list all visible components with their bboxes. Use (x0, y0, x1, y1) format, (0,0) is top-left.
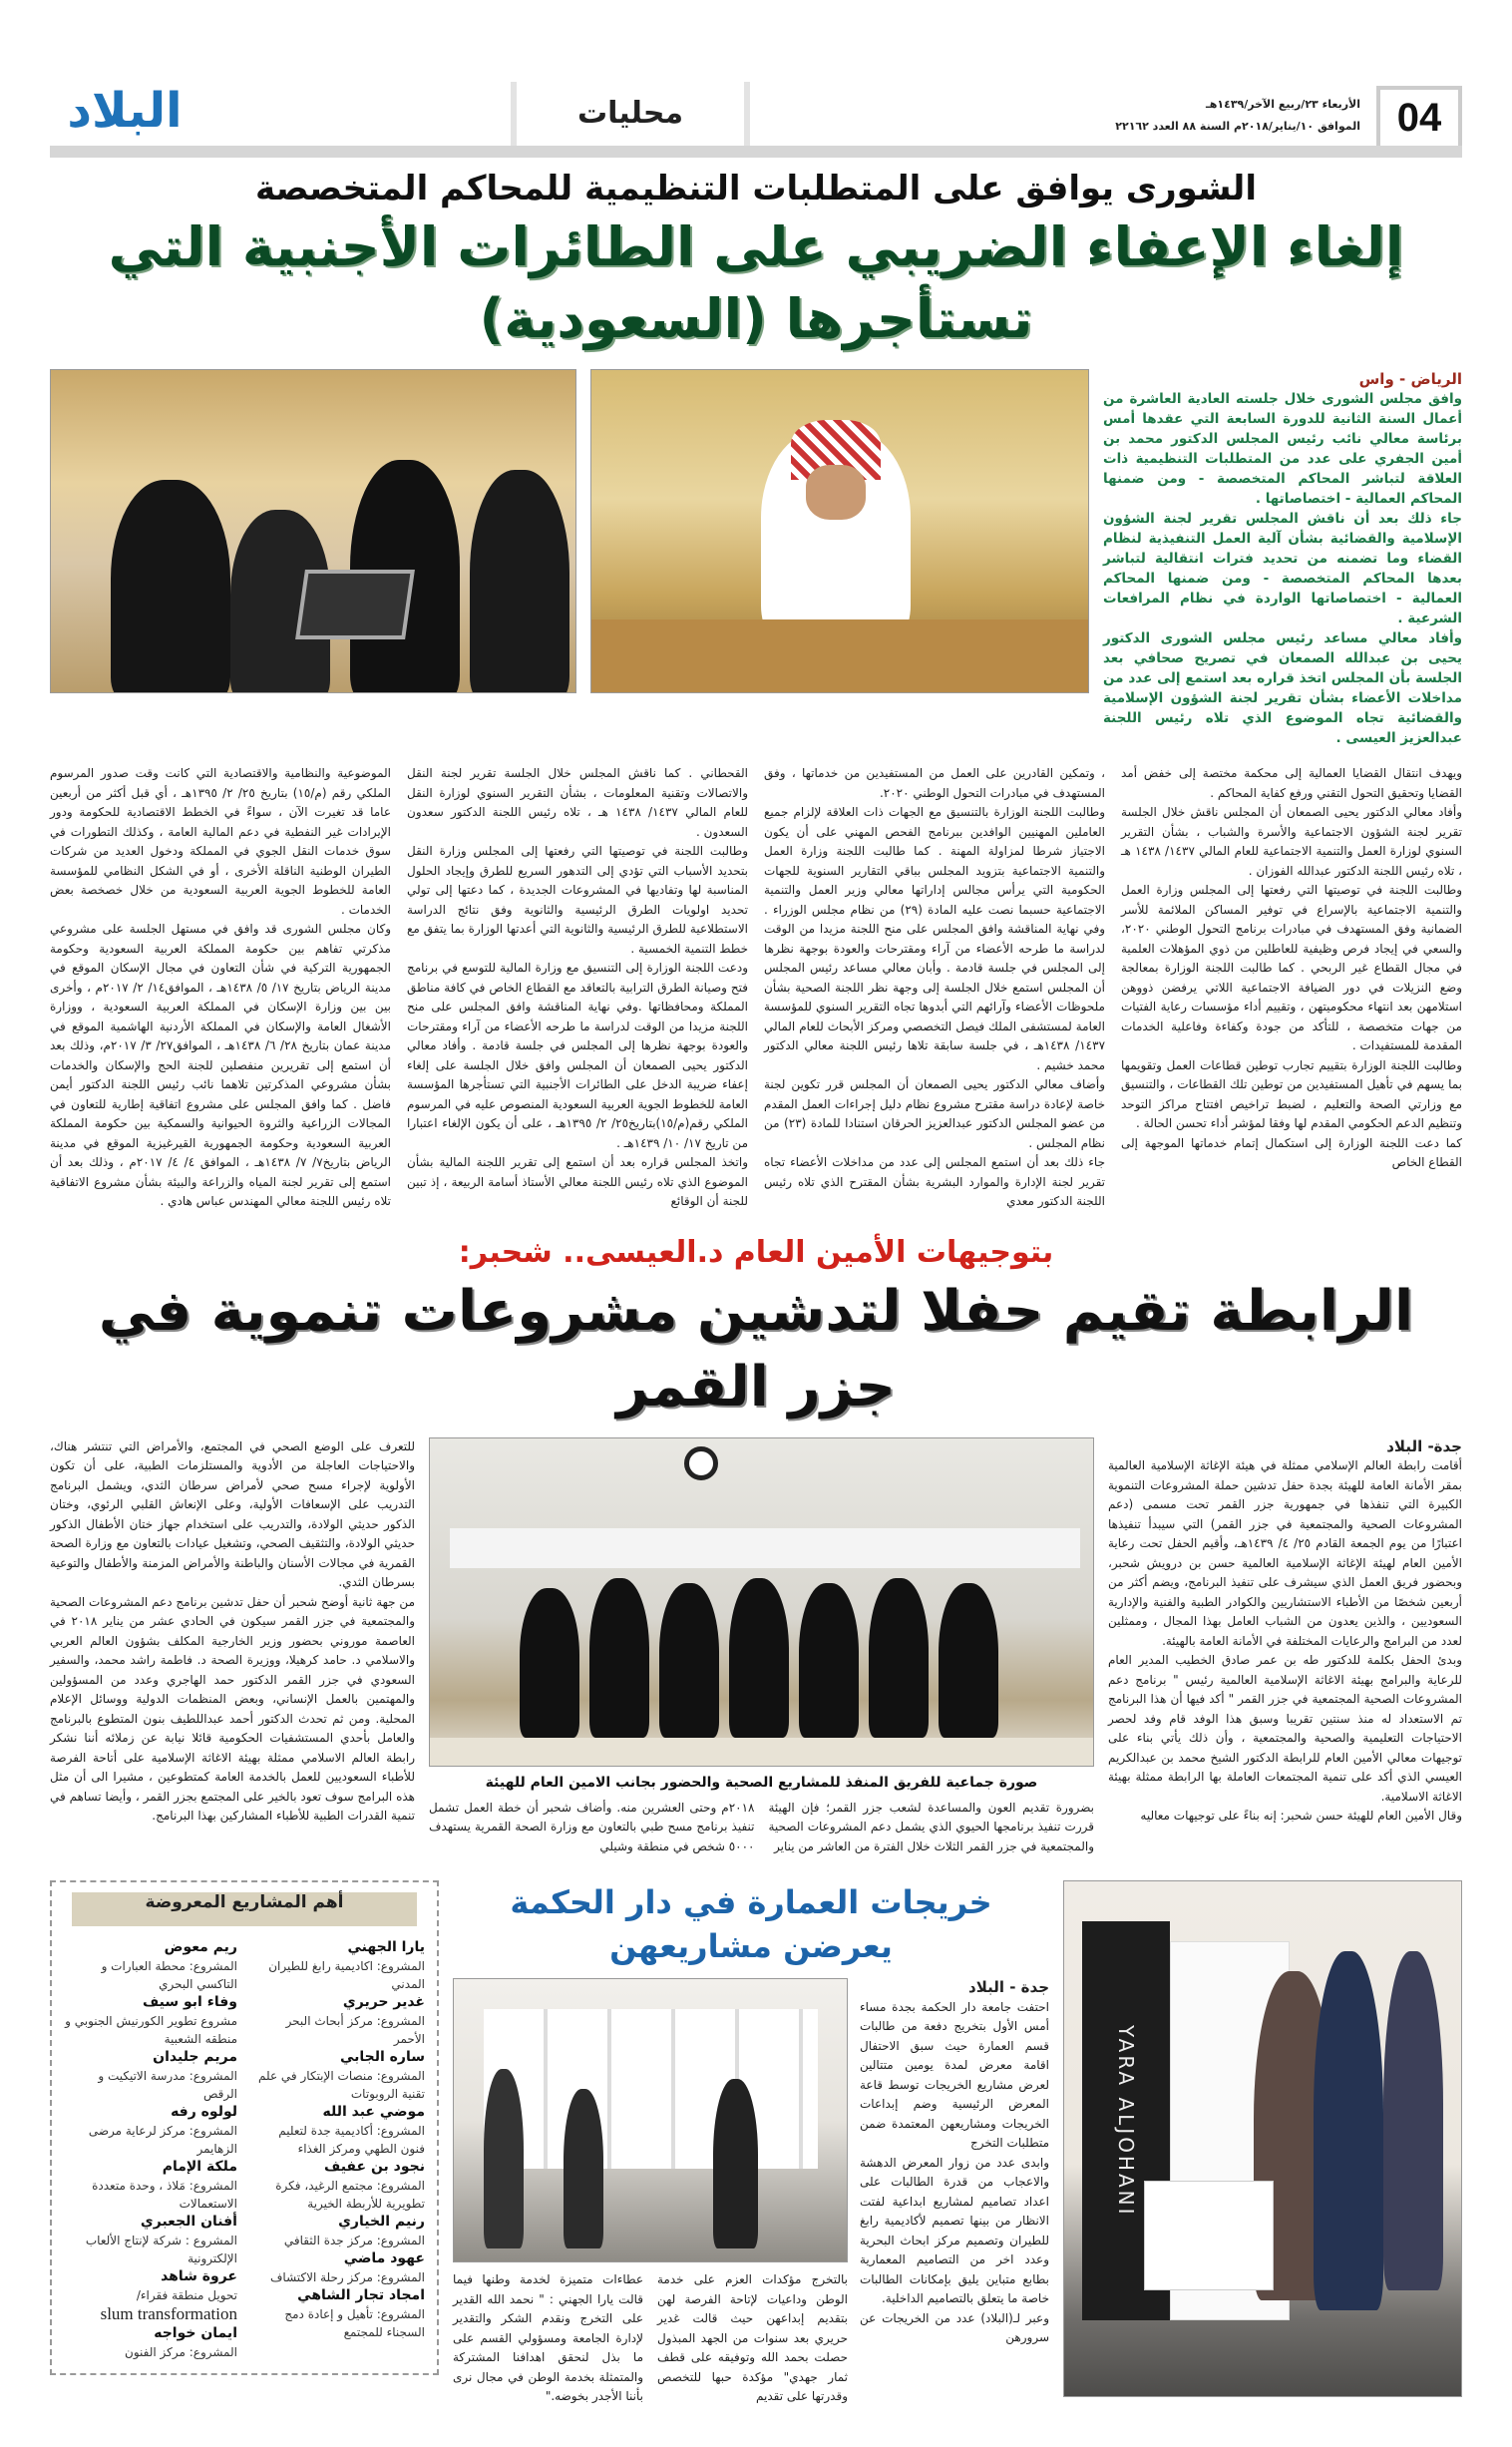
paragraph: القحطاني . كما ناقش المجلس خلال الجلسة تقرير لجنة النقل والاتصالات وتقنية المعلومات ، بشأن التقرير السنوي لوزارة النقل للعام المالي ١٤٣٧/ ١٤٣٨ هـ ، تلاه رئيس اللجنة الدكتور سعدون السعدون . (407, 766, 749, 839)
student-name: عروة شاهد (161, 2268, 237, 2284)
paragraph: وطالبت اللجنة في توصيتها التي رفعتها إلى المجلس وزارة العمل والتنمية الاجتماعية بالإسراع في توفير المساكن الملائمة للأسر الضمانية وفق المستهدف في مبادرات برنامج التحول الوطني ٢٠٢٠، والسعي في إيجاد فرص وظيفية للعاطلين من ذوي المؤهلات العلمية في مجال القطاع غير الربحي . كما طالبت اللجنة الوزارة بمعالجة وضع النزيلات في دور الضيافة الاجتماعية اللاتي يرفضن ذووهن استلامهن بعد انتهاء محكوميتهن ، وتقييم أداء مؤسسات رعاية الفتيات من جهات متخصصة ، للتأكد من جودة وكفاءة وفاعلية الخدمات المقدمة للمستفيدات . (1121, 883, 1462, 1052)
project-item (64, 1938, 237, 1993)
student-name: امجاد تجار الشاهي (297, 2287, 425, 2303)
project-name: المشروع: مركز لرعاية مرضى الزهايمر (88, 2124, 237, 2156)
project-item (64, 2158, 237, 2213)
article2-column-mid-left: ٢٠١٨م وحتى العشرين منه. وأضاف شحبر أن خطة العمل تشمل تنفيذ برنامج مسح طبي بالتعاون مع وزارة الصحة القمرية يستهدف ٥٠٠٠ شخص في منطقة وشيلي (429, 1800, 755, 1853)
paragraph: احتفت جامعة دار الحكمة بجدة مساء أمس الأول بتخريج دفعة من طالبات قسم العمارة حيث سبق الاحتفال اقامة معرض لمدة يومين متتالين لعرض مشاريع الخريجات توسط قاعة المعرض الرئيسية وضم إبداعات الخريجات ومشاريعهن المعتمدة ضمن متطلبات التخرج (860, 1999, 1049, 2150)
paragraph: وابدى عدد من زوار المعرض الدهشة والاعجاب من قدرة الطالبات على اعداد تصاميم لمشاريع ابداعية لفتت الانظار من بينها تصميم لأكاديمية رابغ للطيران وتصميم مركز ابحاث البحرية وعدد اخر من التصاميم المعمارية بطابع متباين يليق بإمكانات الطالبات خاصة ما يتعلق بالتصاميم الداخلية. (860, 2155, 1049, 2305)
student-name: غدير حريري (342, 1994, 425, 2010)
article1-dateline: الرياض - واس (1358, 370, 1462, 388)
student-name: عهود ماضي (343, 2250, 425, 2266)
project-name: مشروع تطوير الكورنيش الجنوبي و منطقه الشعبية (65, 2014, 237, 2046)
student-name: وفاء ابو سيف (142, 1994, 237, 2010)
student-name: ساره الجابي (339, 2049, 425, 2065)
article2-kicker: بتوجيهات الأمين العام د.العيسى.. شحبر: (458, 1234, 1054, 1270)
project-item (251, 1993, 425, 2048)
project-item (64, 2324, 237, 2361)
date-hijri: الأربعاء ٢٣/ربيع الآخر/١٤٣٩هـ (1206, 98, 1360, 111)
project-item (251, 2286, 425, 2341)
paragraph: للتعرف على الوضع الصحي في المجتمع، والأمراض التي تنتشر هناك، والاحتياجات العاجلة من الأدوية والمستلزمات الطبية، على أن تكون الأولوية لإجراء مسح صحي لأمراض سرطان الثدي، ويشمل البرنامج التدريب على الإسعافات الأولية، وعلى الإنعاش القلبي الرئوي، وختان الذكور حديثي الولادة، والتدريب على استخدام جهاز ختان الأطفال الذكور حديثي الولادة، والتثقيف الصحي، وتشغيل عيادات بالتعاون مع وزارة الصحة القمرية في مجالات الأسنان والباطنة والأمراض المزمنة والأطفال والتوعية بسرطان الثدي. (50, 1438, 415, 1589)
photo-deputy-chairman (590, 369, 1089, 693)
student-name: أفنان الجعبري (140, 2214, 237, 2230)
issue-dateline (1061, 94, 1360, 146)
student-name: موضي عبد الله (322, 2104, 425, 2120)
article2-headline: الرابطة تقيم حفلا لتدشين مشروعات تنموية في جزر القمر (98, 1278, 1414, 1420)
article3-column-mid: بالتخرج مؤكدات العزم على خدمة الوطن وداعيات لإتاحة الفرصة لهن بتقديم إبداعهن حيث قالت غدير حريري بعد سنوات من الجهد المبذول حصلت بحمد الله وتوفيقه على قطف ثمار جهدي" مؤكدة حبها للتخصص وقدرتها على تقديم (657, 2272, 848, 2403)
lead-paragraph: وافق مجلس الشورى خلال جلسته العادية العاشرة من أعمال السنة الثانية للدورة السابعة التي عقدها أمس برئاسة معالي نائب رئيس المجلس الدكتور محمد بن أمين الجفري على عدد من المتطلبات التنظيمية ذات العلاقة لتباشر المحاكم المتخصصة - ومن ضمنها المحاكم العمالية - اختصاصاتها . (1103, 391, 1462, 507)
article1-headline: إلغاء الإعفاء الضريبي على الطائرات الأجنبية التي تستأجرها (السعودية) (108, 215, 1404, 350)
project-name: المشروع: مركز جدة الثقافي (283, 2234, 425, 2247)
project-name: المشروع: تأهيل و إعادة دمج السجناء للمجتمع (284, 2307, 425, 2339)
paragraph: الموضوعية والنظامية والاقتصادية التي كانت وقت صدور المرسوم الملكي رقم (م/١٥) بتاريخ ٢٥/ ٢/ ١٣٩٥هـ ، أي قبل أكثر من أربعين عاما قد تغيرت الآن ، سواءً في الخطط الاقتصادية للحكومة ودور الإيرادات غير النفطية في دعم المالية العامة ، وكذلك التطورات في سوق خدمات النقل الجوي في المملكة ودخول العديد من شركات الطيران الوطنية الناقلة الأخرى ، أو في الشكل النظامي للمؤسسة العامة للخطوط الجوية العربية السعودية من خلال خصخصة بعض الخدمات . (50, 766, 392, 917)
paragraph: وأفاد معالي الدكتور يحيى الصمعان أن المجلس ناقش خلال الجلسة تقرير لجنة الشؤون الاجتماعية والأسرة والشباب ، بشأن التقرير السنوي لوزارة العمل والتنمية الاجتماعية للعام المالي ١٤٣٧/ ١٤٣٨ هـ ، تلاه رئيس اللجنة الدكتور عبدالله الفوزان . (1121, 805, 1462, 878)
bottom-section (50, 1880, 1462, 2407)
paragraph: وطالبت اللجنة في توصيتها التي رفعتها إلى المجلس وزارة النقل بتحديد الأسباب التي تؤدي إلى التدهور السريع للطرق وإيجاد الحلول المناسبة لها وتفاديها في المشروعات الجديدة ، كما دعتها إلى تولي تحديد اولويات الطرق الرئيسية والثانوية وفق نتائج الدراسة الاستطلاعية للطرق الرئيسية والثانوية التي أعدتها الوزارة بما يتفق مع خطط التنمية الخمسية . (407, 844, 748, 956)
article1-kicker: الشورى يوافق على المتطلبات التنظيمية للمحاكم المتخصصة (255, 169, 1257, 208)
lead-paragraph: وأفاد معالي مساعد رئيس مجلس الشورى الدكتور يحيى بن عبدالله الصمعان في تصريح صحافي بعد الجلسة بأن المجلس اتخذ قراره بعد استمع إلى عدد من مداخلات الأعضاء بشأن تقرير لجنة الشؤون الإسلامية والقضائية تجاه الموضوع الذي تلاه رئيس اللجنة عبدالعزيز العيسى . (1103, 630, 1462, 746)
paragraph: وعبر لـ(البلاد) عدد من الخريجات عن سرورهن (860, 2310, 1049, 2344)
project-name: المشروع: محطة العبارات و التاكسي البحري (101, 1959, 237, 1991)
article1-column-1 (1121, 764, 1462, 1212)
paragraph: وأضاف معالي الدكتور يحيى الصمعان أن المجلس قرر تكوين لجنة خاصة لإعادة دراسة مقترح مشروع نظام دليل إجراءات العمل المقدم من عضو المجلس الدكتور عبدالعزيز الحرقان استنادا للمادة (٢٣) من نظام المجلس . (764, 1077, 1105, 1150)
project-name: المشروع: أكاديمية جدة لتعليم فنون الطهي ومركز الغذاء (278, 2124, 425, 2156)
article1-top (50, 369, 1462, 748)
paragraph: وطالبت اللجنة الوزارة بالتنسيق مع الجهات ذات العلاقة لإلزام جميع العاملين المهنيين الوافدين ببرنامج الفحص المهني على أن يكون الاجتياز شرطا لمزاولة المهنة . كما طالبت اللجنة وزارة العمل والتنمية الاجتماعية بتزويد المجلس بباقي التقارير السنوية للجهات الحكومية التي يرأس مجالس إداراتها معالي وزير العمل والتنمية الاجتماعية حسبما نصت عليه المادة (٢٩) من نظام مجلس الوزراء . وفي نهاية المناقشة وافق المجلس على منح اللجنة مزيدا من الوقت لدراسة ما طرحه الأعضاء من آراء ومقترحات والعودة بوجهة نظرها إلى المجلس في جلسة قادمة . وأبان معالي مساعد رئيس المجلس أن المجلس استمع خلال الجلسة إلى وجهة نظر اللجنة الصحية بشأن ملحوظات الأعضاء وآرائهم التي أبدوها تجاه التقرير السنوي للمؤسسة العامة لمستشفى الملك فيصل التخصصي ومركز الأبحاث للعام المالي ١٤٣٧/ ١٤٣٨هـ ، في جلسة سابقة تلاها رئيس اللجنة معالي الدكتور محمد خشيم . (764, 805, 1106, 1072)
paragraph: جاء ذلك بعد أن استمع المجلس إلى عدد من مداخلات الأعضاء تجاه تقرير لجنة الإدارة والموارد البشرية بشأن المقترح الذي تلاه رئيس اللجنة الدكتور معدي (764, 1155, 1105, 1208)
photo-yara-aljohani-booth (1063, 1880, 1462, 2397)
project-name: المشروع: مركز الفنون (125, 2345, 237, 2359)
article2-column-mid-right: بضرورة تقديم العون والمساعدة لشعب جزر القمر؛ فإن الهيئة قررت تنفيذ برنامجها الحيوي الذي يشمل دعم المشروعات الصحية والمجتمعية في جزر القمر الثلاث خلال الفترة من العاشر من يناير (768, 1800, 1094, 1853)
sidebar-column-right (251, 1938, 425, 2361)
project-name-latin: slum transformation (100, 2304, 237, 2323)
project-name: المشروع: منصات الإبتكار في علم تقنية الروبوتات (258, 2069, 425, 2101)
article2-dateline: جدة- البلاد (1386, 1436, 1462, 1455)
project-item (64, 2213, 237, 2267)
student-name: نجود بن عفيف (324, 2159, 425, 2175)
paragraph: واتخذ المجلس قراره بعد أن استمع إلى تقرير اللجنة المالية بشأن الموضوع الذي تلاه رئيس اللجنة معالي الأستاذ أسامة الربيعة ، إذ تبين للجنة أن الوقائع (407, 1155, 748, 1208)
article2-column-right (1108, 1437, 1462, 1827)
project-item (64, 2267, 237, 2324)
project-item (251, 2249, 425, 2286)
article2-middle (429, 1437, 1094, 1857)
article3 (453, 1880, 1049, 2407)
article1-columns (50, 764, 1462, 1212)
page-number: 04 (1376, 86, 1462, 146)
article1-lead (1103, 369, 1462, 748)
paragraph: وكان مجلس الشورى قد وافق في مستهل الجلسة على مشروعي مذكرتي تفاهم بين حكومة المملكة العربية السعودية وحكومة الجمهورية التركية في شأن التعاون في مجال الإسكان الموقع في مدينة الرياض بتاريخ ١٧/ ٥/ ١٤٣٨هـ ، الموافق١٤/ ٢/ ٢٠١٧م ، وأخرى بين بين وزارة الإسكان في المملكة العربية السعودية ، ووزارة الأشغال العامة والإسكان في المملكة الأردنية الهاشمية الموقع في مدينة عمان بتاريخ ٢٨/ ٦/ ١٤٣٨هـ ، الموافق٢٧/ ٣/ ٢٠١٧م، وذلك بعد أن استمع إلى تقريرين منفصلين للجنة الحج والإسكان والخدمات بشأن مشروعي المذكرتين تلاهما نائب رئيس اللجنة الدكتور أيمن فاضل . كما وافق المجلس على مشروع اتفاقية إطارية للتعاون في المجالات الزراعية والثروة الحيوانية والسمكية بين حكومة المملكة العربية السعودية وحكومة الجمهورية القيرغيزية الموقع في مدينة الرياض بتاريخ٧/ ٧/ ١٤٣٨هـ ، الموافق ٤/ ٤/ ٢٠١٧م ، وذلك بعد أن استمع إلى تقرير لجنة المياه والزراعة والبيئة بشأن مشروع الاتفاقية تلاه رئيس اللجنة معالي المهندس عباس هادي . (50, 922, 392, 1208)
project-name: المشروع: مدرسة الاتيكيت و الرقص (98, 2069, 237, 2101)
article3-column-right (860, 1978, 1049, 2348)
masthead (50, 70, 1462, 146)
project-item (251, 2048, 425, 2103)
projects-sidebar (50, 1880, 439, 2375)
paragraph: أقامت رابطة العالم الإسلامي ممثلة في هيئة الإغاثة الإسلامية العالمية بمقر الأمانة العامة للهيئة بجدة حفل تدشين حملة المشروعات التنموية الكبيرة التي تنفذها في جمهورية جزر القمر تحت مسمى (دعم المشروعات الصحية والمجتمعية في جزر القمر) التي سيبدأ تنفيذها اعتبارًا من يوم الجمعة القادم ٢٥/ ٤/ ١٤٣٩هـ، وأقيم الحفل تحت رعاية الأمين العام لهيئة الإغاثة الإسلامية العالمية حسن بن درويش شحبر، وبحضور فريق العمل الذي سيشرف على تنفيذ البرنامج، ويضم أكثر من أربعين شخصًا من الأطباء الاستشاريين والكوادر الطبية والفنية والإدارية السعوديين ، والذين يعدون من الشباب العامل بهذا المجال ، وممثلين لعدد من البرامج والرعايات المختلفة في الأمانة العامة بالهيئة. (1108, 1458, 1462, 1648)
photo-group-team (429, 1437, 1094, 1767)
project-name: المشروع: مَلاذ ، وحدة متعددة الاستعمالات (92, 2179, 237, 2211)
article3-headline: خريجات العمارة في دار الحكمة يعرضن مشاريعهن (510, 1883, 992, 1965)
project-item (64, 2103, 237, 2158)
student-name: ريم معوض (164, 1939, 237, 1955)
date-gregorian: الموافق ١٠/يناير/٢٠١٨م السنة ٨٨ العدد ٢٢١٦٢ (1115, 120, 1360, 133)
article2-under-photo (429, 1799, 1094, 1857)
project-item (251, 2213, 425, 2249)
lead-paragraph: جاء ذلك بعد أن ناقش المجلس تقرير لجنة الشؤون الإسلامية والقضائية بشأن آلية العمل التنفيذية لنظام القضاء وما تضمنه من تحديد فترات انتقالية لتباشر بعدها المحاكم المتخصصة - ومن ضمنها المحاكم العمالية - اختصاصاتها الواردة في نظام المرافعات الشرعية . (1103, 511, 1462, 626)
article3-under-photo (453, 2270, 848, 2407)
sidebar-column-left (64, 1938, 237, 2361)
paragraph: وقال الأمين العام للهيئة حسن شحبر: إنه بناءً على توجيهات معاليه (1140, 1809, 1462, 1823)
sidebar-title: أهم المشاريع المعروضة (72, 1892, 417, 1926)
project-item (251, 2103, 425, 2158)
project-name: تحويل منطقة فقراء/ (136, 2288, 237, 2302)
project-name: المشروع: اكاديمية رابغ للطيران المدني (268, 1959, 425, 1991)
header-rule (50, 146, 1462, 158)
article2-photo-caption: صورة جماعية للفريق المنفذ للمشاريع الصحية والحضور بجانب الامين العام للهيئة (485, 1774, 1038, 1791)
project-name: المشروع: مركز أبحاث البحر الأحمر (285, 2014, 425, 2046)
project-name: المشروع: مجتمع الرغيد، فكرة تطويرية للأربطة الخيرية (275, 2179, 425, 2211)
article3-body (453, 1978, 1049, 2407)
paragraph: ودعت اللجنة الوزارة إلى التنسيق مع وزارة المالية للتوسع في برنامج فتح وصيانة الطرق الترابية بالتعاقد مع القطاع الخاص في كافة مناطق المملكة ومحافظاتها .وفي نهاية المناقشة وافق المجلس على منح اللجنة مزيدا من الوقت لدراسة ما طرحه الأعضاء من آراء ومقترحات والعودة بوجهة نظرها إلى المجلس في جلسة قادمة . وأفاد معالي الدكتور يحيى الصمعان أن المجلس وافق خلال الجلسة على إلغاء إعفاء ضريبة الدخل على الطائرات الأجنبية التي تستأجرها المؤسسة العامة للخطوط الجوية العربية السعودية المنصوص عليه في المرسوم الملكي رقم(م/١٥)بتاريخ٢٥/ ٢/ ١٣٩٥هـ ، على أن يكون الإلغاء اعتبارا من تاريخ ١٧/ ١٠/ ١٤٣٩هـ . (407, 961, 749, 1150)
project-item (251, 1938, 425, 1993)
article2-column-left (50, 1437, 415, 1827)
student-name: يارا الجهني (347, 1939, 425, 1955)
project-item (251, 2158, 425, 2213)
paragraph: وبدئ الحفل بكلمة للدكتور طه بن عمر صادق الخطيب المدير العام للرعاية والبرامج بهيئة الاغاثة الإسلامية العالمية رئيس " برنامج دعم المشروعات الصحية المجتمعية في جزر القمر " أكد فيها أن هذا البرنامج تم الاستعداد له منذ سنتين تقريبا وسبق هذا الوفد قام وفد لحصر الاحتياجات التعليمية والصحية والمجتمعية ، وأن ذلك يأتي بناء على توجيهات معالي الأمين العام للرابطة الدكتور الشيخ محمد بن عبدالكريم العيسي الذي أكد على تنمية المجتمعات العاملة بها الرابطة ممثلة بهيئة الاغاثة الاسلامية. (1108, 1653, 1462, 1804)
article1-column-4 (50, 764, 391, 1212)
project-name: المشروع: مركز رحلة الاكتشاف (269, 2270, 425, 2284)
booth-banner: YARA ALJOHANI (1082, 1921, 1170, 2320)
paragraph: من جهة ثانية أوضح شحبر أن حفل تدشين برنامج دعم المشروعات الصحية والمجتمعية في جزر القمر سيكون في الحادي عشر من يناير ٢٠١٨ في العاصمة موروني بحضور وزير الخارجية المكلف بشؤون العالم العربي والاسلامي د. حامد كرهيلا، ووزيرة الصحة د. فاطمة راشد محمد، والسفير السعودي في جزر القمر الدكتور حمد الهاجري وعدد من المسؤولين والمهتمين بالعمل الإنساني، وبعض المنظمات الدولية ووسائل الإعلام المحلية. ومن ثم تحدث الدكتور أحمد عبداللطيف بنون المتطوع بالبرنامج والعامل بأحدي المستشفيات الحكومية قائلا نيابة عن زملائه أننا نشكر رابطة العالم الاسلامي ممثلة بهيئة الاغاثة الإسلامية على أتاحة الفرصة للأطباء السعوديين للعمل بالخدمة العامة كمتطوعين ، مشيرا الى أن مثل هذه البرامج سوف تعود بالخير على المجتمع بجزر القمر ، وأيضا تساهم في تنمية القدرات الطبية للأطباء المشاركين بهذا البرنامج. (50, 1594, 416, 1823)
section-title: محليات (511, 82, 750, 146)
article1-column-2 (764, 764, 1105, 1212)
newspaper-logo: البلاد (67, 83, 183, 139)
paragraph: ، وتمكين القادرين على العمل من المستفيدين من خدماتها ، وفق المستهدف في مبادرات التحول الوطني ٢٠٢٠. (764, 766, 1105, 800)
project-name: المشروع : شركة لإنتاج الألعاب الإلكترونية (85, 2234, 237, 2265)
article3-column-left: عطاءات متميزة لخدمة وطنها فيما قالت يارا الجهني : " نحمد الله القدير على التخرج ونقدم الشكر والتقدير لإدارة الجامعة ومسؤولي القسم على ما بذل لنحقق اهدافنا المشتركة والمتمثلة بخدمة الوطن في مجال نرى بأننا الأجدر بخوضه." (453, 2272, 643, 2403)
photo-exhibition-visitors (453, 1978, 848, 2262)
photo-shura-members (50, 369, 576, 693)
project-item (64, 2048, 237, 2103)
article3-left-block (453, 1978, 848, 2407)
project-item (64, 1993, 237, 2048)
article1-column-3 (407, 764, 748, 1212)
student-name: مريم جليدان (153, 2049, 237, 2065)
article3-dateline: جدة - البلاد (968, 1978, 1049, 1996)
paragraph: وطالبت اللجنة الوزارة بتقييم تجارب توطين قطاعات العمل وتقويمها بما يسهم في تأهيل المستفيدين من توطين تلك القطاعات ، والتنسيق مع وزارتي الصحة والتعليم ، لضبط تراخيص افتتاح مراكز التوحد وتنظيم الدعم الحكومي المقدم لها وفقا لمؤشر أداء تحسن الحالة . (1121, 1057, 1462, 1130)
paragraph: ويهدف انتقال القضايا العمالية إلى محكمة مختصة إلى خفض أمد القضايا وتحقيق التحول التقني ورفع كفاية المحاكم . (1121, 766, 1462, 800)
student-name: ايمان خواجه (154, 2325, 237, 2341)
student-name: ملكة الإمام (162, 2159, 237, 2175)
paragraph: كما دعت اللجنة الوزارة إلى استكمال إتمام خدماتها الموجهة إلى القطاع الخاص (1121, 1135, 1462, 1169)
student-name: رنيم الخياري (338, 2214, 425, 2230)
article2-body (50, 1437, 1462, 1857)
student-name: لولوه رفه (171, 2104, 237, 2120)
